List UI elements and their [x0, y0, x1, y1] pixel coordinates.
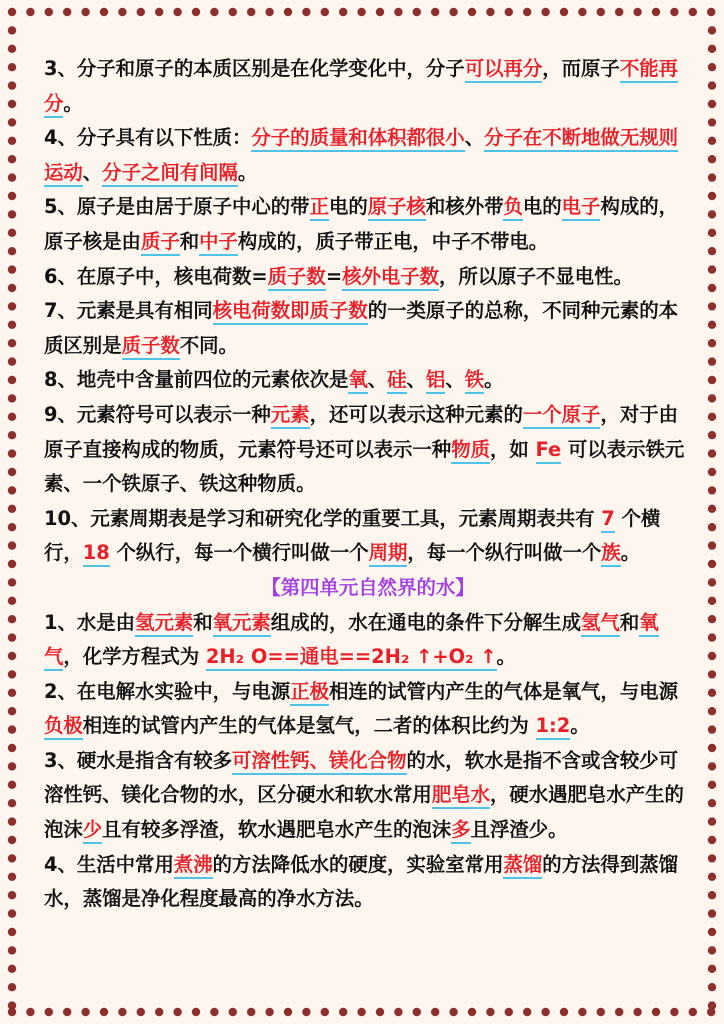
point-text: 构成的，原子核是由: [44, 195, 678, 253]
border-dot: [8, 265, 16, 273]
border-dot: [229, 8, 237, 16]
border-dot: [8, 928, 16, 936]
border-dot: [247, 1008, 255, 1016]
border-dot: [8, 946, 16, 954]
border-dot: [708, 45, 716, 53]
highlighted-answer: 少: [83, 818, 102, 844]
highlighted-answer: 分子的质量和体积都很小: [251, 126, 464, 152]
border-dot: [8, 339, 16, 347]
border-dot: [541, 8, 549, 16]
point-text: 的水，软水是指不含或含较少可溶性钙、镁化合物的水，区分硬水和软水常用: [44, 748, 678, 807]
point-text: 、: [445, 368, 465, 392]
border-dot: [8, 229, 16, 237]
point-text: ，硬水遇肥皂水产生的泡沫: [44, 783, 684, 842]
border-dot: [8, 725, 16, 733]
border-dot: [708, 652, 716, 660]
border-dot: [708, 541, 716, 549]
border-dot: [81, 8, 89, 16]
point-text: ，化学方程式为: [63, 645, 206, 669]
point-text: 不同。: [179, 333, 238, 357]
border-dot: [708, 431, 716, 439]
highlighted-answer: 1:2: [536, 714, 571, 740]
highlighted-answer: 可以再分: [465, 57, 543, 83]
border-dot: [229, 1008, 237, 1016]
point-text: 和: [193, 610, 213, 634]
border-dot: [63, 1008, 71, 1016]
point-text: ，每一个纵行叫做一个: [407, 541, 602, 565]
knowledge-point: [44, 675, 692, 744]
border-dot: [8, 633, 16, 641]
border-dot: [708, 173, 716, 181]
border-dot: [708, 26, 716, 34]
border-dot: [8, 799, 16, 807]
highlighted-answer: 物质: [451, 438, 490, 464]
highlighted-answer: 质子数: [122, 334, 180, 360]
highlighted-answer: 氧气: [44, 611, 659, 672]
border-dot: [523, 1008, 531, 1016]
border-dot: [8, 652, 16, 660]
highlighted-answer: 核外电子数: [342, 265, 439, 291]
border-dot: [615, 1008, 623, 1016]
border-dot: [708, 118, 716, 126]
knowledge-point: [44, 398, 692, 502]
border-dot: [431, 1008, 439, 1016]
border-dot: [8, 1001, 16, 1009]
border-dot: [8, 81, 16, 89]
border-dot: [8, 486, 16, 494]
border-dot: [302, 8, 310, 16]
border-dot: [708, 155, 716, 163]
border-dot: [8, 431, 16, 439]
border-dot: [8, 155, 16, 163]
highlighted-answer: 不能再分: [44, 57, 678, 118]
highlighted-answer: 铁: [465, 368, 484, 394]
point-text: 相连的试管内产生的气体是氢气，二者的体积比约为: [82, 714, 536, 738]
border-dot: [523, 8, 531, 16]
border-dot: [708, 615, 716, 623]
border-dot: [708, 725, 716, 733]
unit4-points: [44, 606, 692, 917]
border-dot: [8, 817, 16, 825]
highlighted-answer: 硅: [387, 368, 406, 394]
border-dot: [707, 8, 715, 16]
border-dot: [376, 1008, 384, 1016]
border-dot: [708, 744, 716, 752]
border-dot: [26, 8, 34, 16]
border-dot: [210, 8, 218, 16]
border-dot: [708, 965, 716, 973]
border-dot: [321, 1008, 329, 1016]
border-dot: [8, 560, 16, 568]
border-dot: [633, 8, 641, 16]
border-dot: [100, 1008, 108, 1016]
border-dot: [708, 781, 716, 789]
border-dot: [26, 1008, 34, 1016]
border-dot: [8, 615, 16, 623]
border-dot: [8, 45, 16, 53]
border-dot: [708, 670, 716, 678]
point-text: 可以表示铁元素、一个铁原子、铁这种物质。: [44, 437, 685, 496]
border-dot: [708, 265, 716, 273]
border-dot: [8, 670, 16, 678]
border-dot: [560, 8, 568, 16]
point-text: 10、元素周期表是学习和研究化学的重要工具，元素周期表共有: [44, 506, 602, 530]
border-dot: [100, 8, 108, 16]
point-text: 且有较多浮渣，软水遇肥皂水产生的泡沫: [102, 818, 452, 842]
border-dot: [8, 983, 16, 991]
border-dot: [615, 8, 623, 16]
highlighted-answer: 正: [310, 195, 329, 221]
border-dot: [118, 1008, 126, 1016]
border-dot: [708, 247, 716, 255]
knowledge-point: [44, 52, 692, 121]
highlighted-answer: 可溶性钙、镁化合物: [232, 749, 407, 775]
border-dot: [708, 100, 716, 108]
border-dot: [8, 118, 16, 126]
border-dot: [8, 100, 16, 108]
highlighted-answer: 2H₂ O==通电==2H₂ ↑+O₂ ↑: [206, 645, 497, 671]
border-dot: [431, 8, 439, 16]
point-text: 9、元素符号可以表示一种: [44, 402, 271, 426]
border-dot: [302, 1008, 310, 1016]
point-text: 的一类原子的总称，不同种元素的本质区别是: [44, 299, 678, 357]
border-dot: [708, 137, 716, 145]
border-dot: [708, 891, 716, 899]
border-dot: [376, 8, 384, 16]
highlighted-answer: 质子数: [268, 265, 326, 291]
highlighted-answer: 周期: [369, 541, 408, 567]
knowledge-point: [44, 744, 692, 848]
border-dot: [708, 468, 716, 476]
border-dot: [8, 689, 16, 697]
border-dot: [708, 413, 716, 421]
point-text: ，对于由原子直接构成的物质，元素符号还可以表示一种: [44, 402, 678, 461]
border-dot: [45, 1008, 53, 1016]
knowledge-point: [44, 502, 692, 571]
point-text: 。: [484, 368, 504, 392]
border-dot: [689, 1008, 697, 1016]
knowledge-point: [44, 606, 692, 675]
border-dot: [708, 357, 716, 365]
border-dot: [8, 357, 16, 365]
border-dot: [8, 26, 16, 34]
point-text: 、: [367, 368, 388, 392]
point-text: 4、生活中常用: [44, 852, 174, 876]
border-dot: [8, 707, 16, 715]
highlighted-answer: 7: [601, 507, 615, 533]
border-dot: [505, 1008, 513, 1016]
border-dot: [708, 928, 716, 936]
border-dot: [8, 284, 16, 292]
border-dot: [708, 505, 716, 513]
point-text: 的方法得到蒸馏水，蒸馏是净化程度最高的净水方法。: [44, 852, 678, 911]
highlighted-answer: 分子在不断地做无规则运动: [44, 126, 678, 187]
border-dot: [708, 210, 716, 218]
border-dot: [708, 689, 716, 697]
knowledge-point: [44, 190, 692, 259]
point-text: 8、地壳中含量前四位的元素依次是: [44, 368, 349, 392]
border-dot: [192, 1008, 200, 1016]
border-dot: [708, 523, 716, 531]
border-dot: [708, 560, 716, 568]
highlighted-answer: 煮沸: [174, 853, 213, 879]
border-dot: [708, 597, 716, 605]
point-text: 、: [82, 160, 103, 184]
border-dot: [8, 597, 16, 605]
border-dot: [708, 909, 716, 917]
border-dot: [708, 762, 716, 770]
highlighted-answer: 负极: [44, 714, 83, 740]
knowledge-point: [44, 121, 692, 190]
border-dot: [284, 8, 292, 16]
point-text: 和: [619, 610, 640, 634]
point-text: 电的: [522, 195, 562, 219]
point-text: ，如: [489, 437, 536, 461]
border-dot: [394, 1008, 402, 1016]
point-text: 和核外带: [425, 195, 504, 219]
highlighted-answer: 氢元素: [135, 611, 193, 637]
border-dot: [597, 8, 605, 16]
highlighted-answer: 铝: [426, 368, 445, 394]
border-dot: [357, 8, 365, 16]
border-dot: [284, 1008, 292, 1016]
point-text: 7、元素是具有相同: [44, 299, 213, 323]
border-dot: [8, 302, 16, 310]
border-dot: [486, 8, 494, 16]
point-text: 的方法降低水的硬度，实验室常用: [212, 852, 504, 876]
border-dot: [708, 449, 716, 457]
border-dot: [8, 505, 16, 513]
border-dot: [708, 284, 716, 292]
highlighted-answer: 核电荷数即质子数: [213, 299, 368, 325]
border-dot: [708, 836, 716, 844]
border-dot: [8, 744, 16, 752]
highlighted-answer: 蒸馏: [503, 853, 542, 879]
point-text: 。: [496, 645, 516, 669]
border-dot: [8, 413, 16, 421]
border-dot: [708, 873, 716, 881]
border-dot: [192, 8, 200, 16]
border-dot: [8, 891, 16, 899]
border-dot: [708, 707, 716, 715]
border-dot: [173, 1008, 181, 1016]
border-dot: [413, 8, 421, 16]
border-dot: [708, 63, 716, 71]
border-dot: [8, 523, 16, 531]
highlighted-answer: 多: [451, 818, 470, 844]
point-text: 电的: [328, 195, 368, 219]
border-dot: [45, 8, 53, 16]
border-dot: [578, 1008, 586, 1016]
border-dot: [8, 137, 16, 145]
border-dot: [8, 578, 16, 586]
border-dot: [8, 909, 16, 917]
point-text: 3、硬水是指含有较多: [44, 748, 233, 772]
point-text: ，而原子: [542, 57, 620, 80]
border-dot: [578, 8, 586, 16]
point-text: 。: [620, 541, 641, 565]
border-dot: [8, 210, 16, 218]
highlighted-answer: 氧元素: [213, 611, 271, 637]
border-dot: [247, 8, 255, 16]
document-body: [44, 52, 692, 917]
border-dot: [708, 633, 716, 641]
border-dot: [652, 8, 660, 16]
point-text: =: [325, 264, 343, 288]
border-dot: [689, 8, 697, 16]
border-dot: [8, 873, 16, 881]
border-dot: [155, 8, 163, 16]
border-dot: [173, 8, 181, 16]
border-dot: [8, 541, 16, 549]
border-dot: [63, 8, 71, 16]
border-dot: [8, 394, 16, 402]
highlighted-answer: 一个原子: [523, 403, 601, 429]
highlighted-answer: 负: [503, 195, 522, 221]
highlighted-answer: 正极: [290, 680, 329, 706]
border-dot: [708, 339, 716, 347]
point-text: 2、在电解水实验中，与电源: [44, 679, 291, 703]
point-text: 1、水是由: [44, 610, 136, 634]
border-dot: [8, 762, 16, 770]
point-text: 4、分子具有以下性质：: [44, 126, 252, 150]
border-dot: [137, 1008, 145, 1016]
border-dot: [708, 229, 716, 237]
border-dot: [449, 1008, 457, 1016]
section-title: 【第四单元自然界的水】: [261, 575, 475, 599]
border-dot: [670, 1008, 678, 1016]
highlighted-answer: 元素: [271, 403, 310, 429]
border-dot: [8, 965, 16, 973]
border-dot: [8, 192, 16, 200]
point-text: 3、分子和原子的本质区别是在化学变化中，分子: [44, 57, 465, 80]
border-dot: [155, 1008, 163, 1016]
point-text: 组成的，水在通电的条件下分解生成: [270, 610, 582, 634]
border-dot: [413, 1008, 421, 1016]
point-text: 、: [406, 368, 426, 392]
border-dot: [137, 8, 145, 16]
border-dot: [8, 449, 16, 457]
point-text: 和: [179, 229, 200, 253]
border-dot: [8, 247, 16, 255]
border-dot: [449, 8, 457, 16]
border-dot: [8, 321, 16, 329]
border-dot: [708, 983, 716, 991]
border-dot: [708, 817, 716, 825]
border-dot: [8, 63, 16, 71]
point-text: 且浮渣少。: [470, 818, 568, 842]
knowledge-point: [44, 363, 692, 398]
highlighted-answer: 中子: [199, 230, 238, 256]
point-text: 6、在原子中，核电荷数=: [44, 264, 268, 288]
point-text: 、: [464, 126, 485, 150]
border-dot: [468, 8, 476, 16]
knowledge-point: [44, 260, 692, 295]
border-dot: [8, 1008, 16, 1016]
highlighted-answer: 肥皂水: [432, 783, 490, 809]
border-dot: [708, 192, 716, 200]
border-dot: [708, 81, 716, 89]
border-dot: [541, 1008, 549, 1016]
point-text: 相连的试管内产生的气体是氧气，与电源: [328, 679, 678, 703]
border-dot: [339, 1008, 347, 1016]
border-dot: [708, 1001, 716, 1009]
border-dot: [707, 1008, 715, 1016]
border-dot: [560, 1008, 568, 1016]
border-dot: [505, 8, 513, 16]
highlighted-answer: 18: [83, 541, 110, 567]
highlighted-answer: 原子核: [368, 195, 426, 221]
border-dot: [486, 1008, 494, 1016]
border-dot: [708, 578, 716, 586]
border-dot: [8, 836, 16, 844]
border-dot: [708, 321, 716, 329]
border-dot: [265, 1008, 273, 1016]
border-dot: [8, 781, 16, 789]
border-dot: [394, 8, 402, 16]
border-dot: [468, 1008, 476, 1016]
highlighted-answer: Fe: [536, 438, 562, 464]
border-dot: [210, 1008, 218, 1016]
border-dot: [652, 1008, 660, 1016]
border-dot: [8, 468, 16, 476]
highlighted-answer: 族: [601, 541, 620, 567]
border-dot: [708, 376, 716, 384]
border-dot: [670, 8, 678, 16]
point-text: 。: [63, 91, 83, 115]
point-text: 构成的，质子带正电，中子不带电。: [237, 229, 549, 253]
border-dot: [597, 1008, 605, 1016]
border-dot: [708, 394, 716, 402]
highlighted-answer: 质子: [141, 230, 180, 256]
border-dot: [708, 854, 716, 862]
point-text: 个纵行，每一个横行叫做一个: [109, 541, 369, 565]
knowledge-point: [44, 294, 692, 363]
highlighted-answer: 分子之间有间隔: [102, 161, 238, 187]
knowledge-point: [44, 848, 692, 917]
border-dot: [8, 376, 16, 384]
border-dot: [81, 1008, 89, 1016]
border-dot: [339, 8, 347, 16]
point-text: 个横行，: [44, 506, 661, 565]
border-dot: [708, 799, 716, 807]
point-text: 5、原子是由居于原子中心的带: [44, 195, 310, 219]
highlighted-answer: 电子: [562, 195, 601, 221]
point-text: ，还可以表示这种元素的: [309, 402, 523, 426]
point-text: 。: [237, 160, 258, 184]
border-dot: [8, 173, 16, 181]
border-dot: [708, 486, 716, 494]
border-dot: [708, 946, 716, 954]
border-dot: [321, 8, 329, 16]
point-text: ，所以原子不显电性。: [439, 264, 633, 288]
unit3-points: [44, 52, 692, 571]
border-dot: [357, 1008, 365, 1016]
border-dot: [633, 1008, 641, 1016]
border-dot: [8, 854, 16, 862]
highlighted-answer: 氧: [348, 368, 367, 394]
border-dot: [265, 8, 273, 16]
point-text: 。: [570, 714, 590, 738]
border-dot: [118, 8, 126, 16]
highlighted-answer: 氢气: [581, 611, 620, 637]
border-dot: [708, 302, 716, 310]
border-dot: [8, 8, 16, 16]
